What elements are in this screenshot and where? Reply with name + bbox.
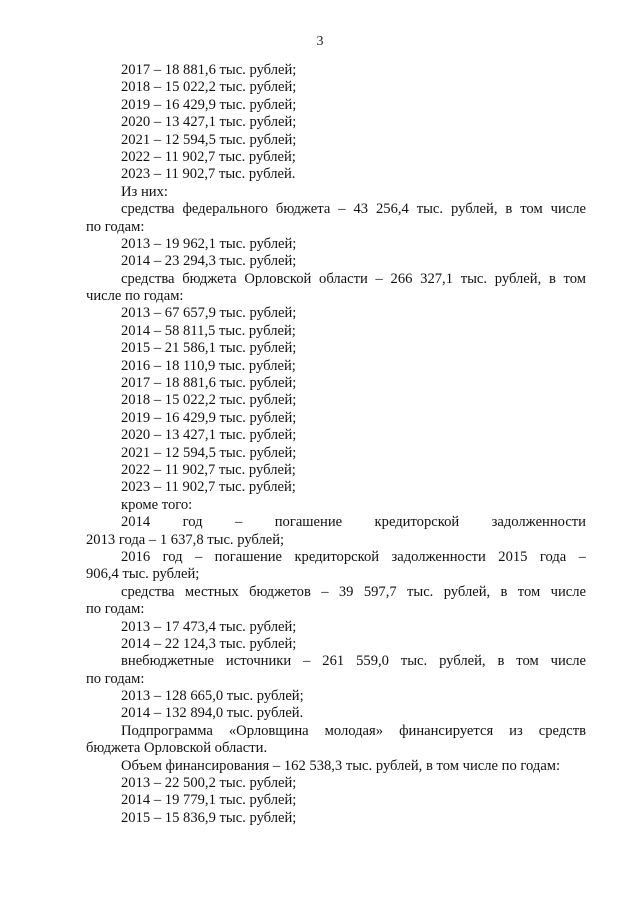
text-line: 2014 – 23 294,3 тыс. рублей; — [121, 253, 297, 270]
text-line: 2014 год – погашение кредиторской задолженности — [121, 514, 586, 531]
text-line: 2023 – 11 902,7 тыс. рублей. — [121, 166, 296, 183]
document-body — [86, 62, 586, 827]
text-line: 2013 года – 1 637,8 тыс. рублей; — [86, 531, 285, 548]
text-line: 2022 – 11 902,7 тыс. рублей; — [121, 461, 296, 478]
text-line: 2021 – 12 594,5 тыс. рублей; — [121, 131, 297, 148]
text-line: числе по годам: — [86, 288, 184, 305]
text-line: по годам: — [86, 670, 145, 687]
text-line: 2013 – 128 665,0 тыс. рублей; — [121, 688, 304, 705]
text-line: средства местных бюджетов – 39 597,7 тыс. рублей, в том числе — [121, 583, 586, 600]
text-line: 2019 – 16 429,9 тыс. рублей; — [121, 409, 297, 426]
text-line: 2013 – 17 473,4 тыс. рублей; — [121, 618, 297, 635]
text-line: 2018 – 15 022,2 тыс. рублей; — [121, 392, 297, 409]
text-line: 2014 – 132 894,0 тыс. рублей. — [121, 705, 304, 722]
text-line: 2014 – 22 124,3 тыс. рублей; — [121, 635, 297, 652]
text-line: 2016 – 18 110,9 тыс. рублей; — [121, 357, 296, 374]
text-line: 2023 – 11 902,7 тыс. рублей; — [121, 479, 296, 496]
text-line: 2014 – 19 779,1 тыс. рублей; — [121, 792, 297, 809]
text-line: по годам: — [86, 601, 145, 618]
text-line: 2015 – 21 586,1 тыс. рублей; — [121, 340, 297, 357]
text-line: 2017 – 18 881,6 тыс. рублей; — [121, 375, 297, 392]
text-line: 2015 – 15 836,9 тыс. рублей; — [121, 809, 297, 826]
text-line: 2013 – 67 657,9 тыс. рублей; — [121, 305, 297, 322]
text-line: средства бюджета Орловской области – 266 327,1 тыс. рублей, в том — [121, 270, 586, 287]
text-line: кроме того: — [121, 496, 193, 513]
page-number: 3 — [316, 34, 324, 49]
text-line: средства федерального бюджета – 43 256,4 тыс. рублей, в том числе — [121, 201, 586, 218]
text-line: 2014 – 58 811,5 тыс. рублей; — [121, 322, 296, 339]
text-line: Из них: — [121, 183, 168, 200]
text-line: Подпрограмма «Орловщина молодая» финансируется из средств — [121, 722, 586, 739]
text-line: 2021 – 12 594,5 тыс. рублей; — [121, 444, 297, 461]
text-line: Объем финансирования – 162 538,3 тыс. рублей, в том числе по годам: — [121, 757, 561, 774]
text-line: 2019 – 16 429,9 тыс. рублей; — [121, 96, 297, 113]
text-line: 906,4 тыс. рублей; — [86, 566, 200, 583]
text-line: бюджета Орловской области. — [86, 740, 268, 757]
text-line: 2022 – 11 902,7 тыс. рублей; — [121, 148, 296, 165]
text-line: по годам: — [86, 218, 145, 235]
text-line: 2013 – 19 962,1 тыс. рублей; — [121, 235, 297, 252]
text-line: 2016 год – погашение кредиторской задолженности 2015 года – — [121, 548, 586, 565]
text-line: 2020 – 13 427,1 тыс. рублей; — [121, 427, 297, 444]
text-line: 2013 – 22 500,2 тыс. рублей; — [121, 775, 297, 792]
text-line: 2018 – 15 022,2 тыс. рублей; — [121, 79, 297, 96]
text-line: 2020 – 13 427,1 тыс. рублей; — [121, 114, 297, 131]
text-line: внебюджетные источники – 261 559,0 тыс. рублей, в том числе — [121, 653, 586, 670]
text-line: 2017 – 18 881,6 тыс. рублей; — [121, 62, 297, 78]
